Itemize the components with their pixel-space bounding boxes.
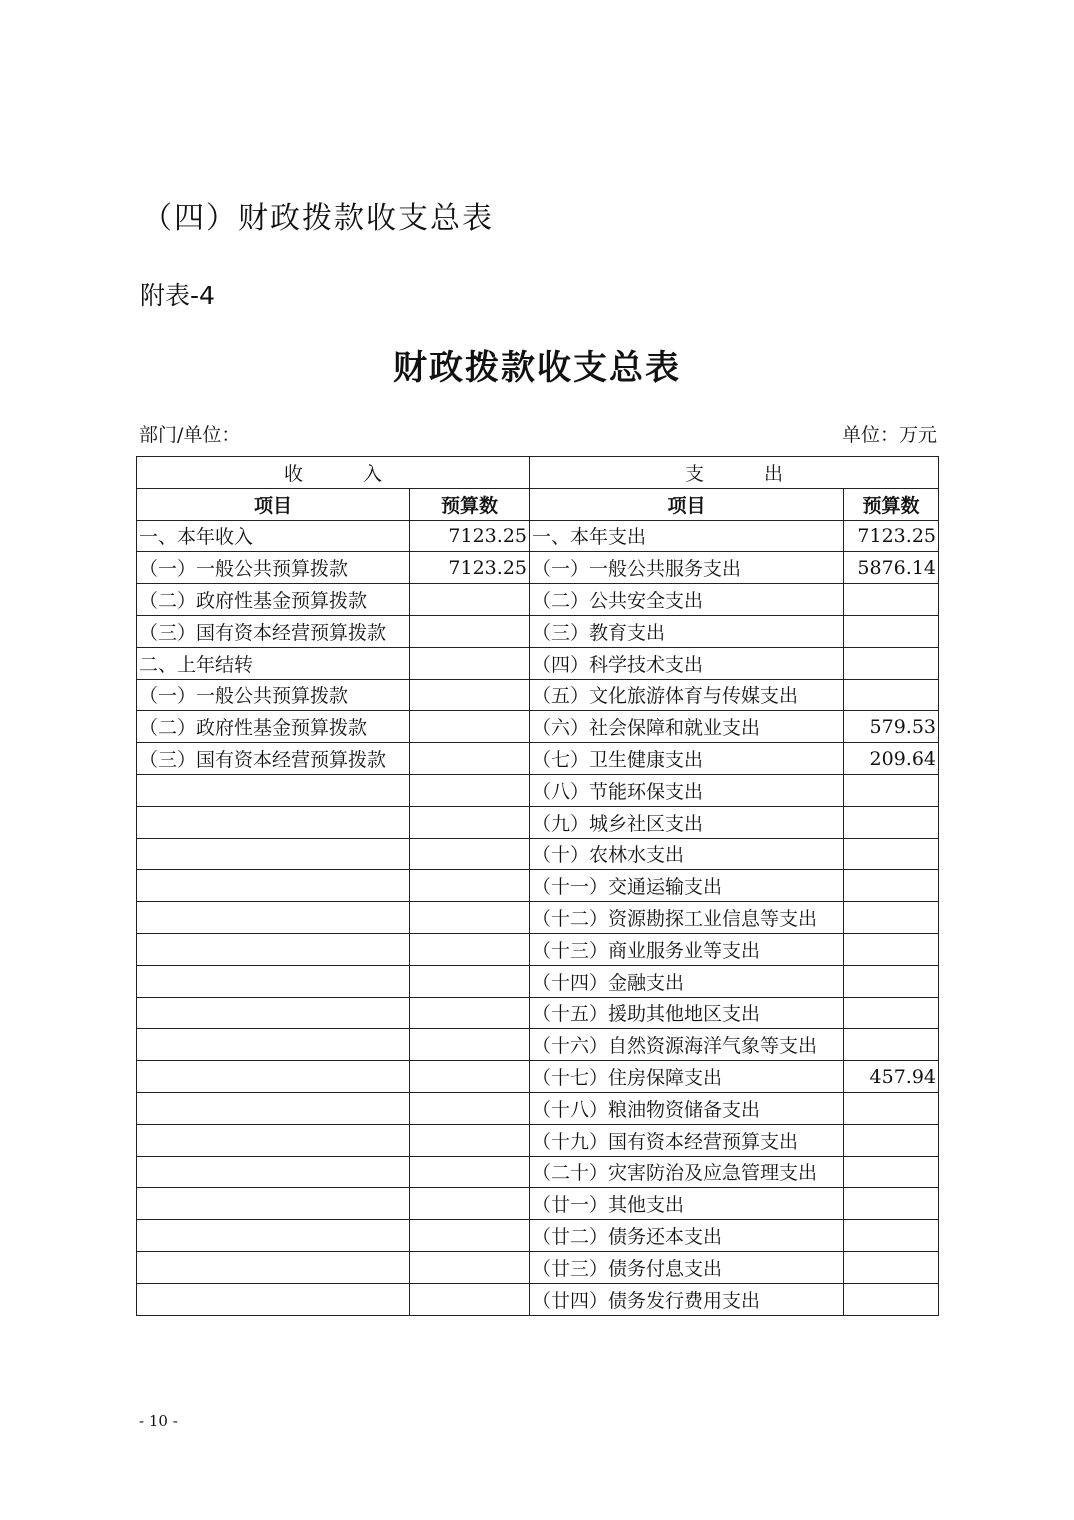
column-header-row [137,488,939,520]
expense-group-char-1: 支 [684,462,704,485]
income-item-cell [137,838,410,870]
expense-amount-cell [844,838,939,870]
department-label: 部门/单位： [139,424,241,446]
income-amount-cell [410,1251,530,1283]
expense-amount-cell [844,997,939,1029]
expense-amount-cell [844,1092,939,1124]
expense-item-cell: （廿一）其他支出 [530,1188,844,1220]
income-item-cell [137,1188,410,1220]
table-row [137,1061,939,1093]
expense-item-cell: （十八）粮油物资储备支出 [530,1092,844,1124]
income-amount-cell: 7123.25 [410,520,530,552]
income-group-char-1: 收 [283,462,303,485]
table-row [137,1188,939,1220]
table-row [137,520,939,552]
table-row [137,838,939,870]
table-row [137,1251,939,1283]
income-amount-cell [410,965,530,997]
table-row [137,679,939,711]
table-row [137,615,939,647]
expense-amount-cell [844,933,939,965]
income-item-cell [137,1061,410,1093]
expense-amount-cell [844,902,939,934]
income-item-cell [137,933,410,965]
expense-item-cell: （十二）资源勘探工业信息等支出 [530,902,844,934]
expense-amount-cell [844,679,939,711]
expense-amount-cell: 579.53 [844,711,939,743]
income-amount-cell [410,870,530,902]
expense-item-cell: （十七）住房保障支出 [530,1061,844,1093]
income-item-header: 项目 [137,488,410,520]
expense-amount-cell [844,870,939,902]
expense-item-header: 项目 [530,488,844,520]
table-row [137,870,939,902]
income-item-cell: 二、上年结转 [137,647,410,679]
income-amount-cell [410,933,530,965]
expense-item-cell: （三）教育支出 [530,615,844,647]
income-amount-cell [410,679,530,711]
income-item-cell [137,870,410,902]
table-row [137,647,939,679]
expense-item-cell: （廿二）债务还本支出 [530,1220,844,1252]
income-item-cell: （二）政府性基金预算拨款 [137,584,410,616]
income-item-cell [137,1092,410,1124]
expense-amount-cell [844,1029,939,1061]
page-number: - 10 - [139,1412,178,1430]
expense-amount-cell [844,647,939,679]
income-item-cell [137,1124,410,1156]
expense-item-cell: （九）城乡社区支出 [530,806,844,838]
income-amount-cell [410,1092,530,1124]
expense-item-cell: （四）科学技术支出 [530,647,844,679]
income-amount-cell [410,584,530,616]
expense-item-cell: （十九）国有资本经营预算支出 [530,1124,844,1156]
expense-amount-cell [844,1251,939,1283]
unit-label: 单位：万元 [841,424,937,446]
expense-amount-cell [844,584,939,616]
income-item-cell [137,1220,410,1252]
table-row [137,1029,939,1061]
income-item-cell [137,774,410,806]
income-item-cell [137,1283,410,1315]
income-amount-cell [410,1029,530,1061]
income-group-header [137,457,530,489]
income-amount-cell [410,1124,530,1156]
income-amount-cell [410,838,530,870]
expense-amount-cell [844,1220,939,1252]
income-amount-cell [410,997,530,1029]
expense-amount-cell [844,806,939,838]
expense-amount-cell [844,1188,939,1220]
table-row [137,552,939,584]
income-amount-cell [410,1156,530,1188]
income-amount-cell: 7123.25 [410,552,530,584]
expense-amount-cell: 7123.25 [844,520,939,552]
table-row [137,584,939,616]
expense-amount-cell [844,965,939,997]
table-row [137,933,939,965]
expense-amount-cell [844,1124,939,1156]
budget-table [136,456,939,1316]
expense-item-cell: （二十）灾害防治及应急管理支出 [530,1156,844,1188]
table-row [137,965,939,997]
section-heading: （四）财政拨款收支总表 [142,201,494,236]
income-item-cell [137,1251,410,1283]
expense-item-cell: 一、本年支出 [530,520,844,552]
income-amount-cell [410,615,530,647]
income-group-char-2: 入 [363,462,383,485]
income-amount-cell [410,711,530,743]
table-row [137,1124,939,1156]
expense-group-char-2: 出 [764,462,784,485]
expense-item-cell: （十三）商业服务业等支出 [530,933,844,965]
income-amount-cell [410,743,530,775]
expense-item-cell: （廿四）债务发行费用支出 [530,1283,844,1315]
income-item-cell [137,965,410,997]
income-item-cell: （一）一般公共预算拨款 [137,552,410,584]
income-amount-cell [410,1061,530,1093]
expense-item-cell: （十六）自然资源海洋气象等支出 [530,1029,844,1061]
income-item-cell: （一）一般公共预算拨款 [137,679,410,711]
income-amount-cell [410,1188,530,1220]
income-amount-cell [410,647,530,679]
expense-item-cell: （十一）交通运输支出 [530,870,844,902]
expense-item-cell: （七）卫生健康支出 [530,743,844,775]
income-amount-cell [410,806,530,838]
expense-amount-cell: 209.64 [844,743,939,775]
table-row [137,711,939,743]
table-row [137,806,939,838]
expense-amount-cell: 457.94 [844,1061,939,1093]
table-row [137,1283,939,1315]
income-item-cell [137,997,410,1029]
table-body [137,520,939,1315]
expense-item-cell: （二）公共安全支出 [530,584,844,616]
expense-amount-header: 预算数 [844,488,939,520]
expense-item-cell: （五）文化旅游体育与传媒支出 [530,679,844,711]
table-row [137,774,939,806]
income-amount-cell [410,1220,530,1252]
income-item-cell: （三）国有资本经营预算拨款 [137,743,410,775]
expense-item-cell: （十五）援助其他地区支出 [530,997,844,1029]
expense-item-cell: （十）农林水支出 [530,838,844,870]
income-item-cell [137,1156,410,1188]
expense-amount-cell [844,1156,939,1188]
income-item-cell: （三）国有资本经营预算拨款 [137,615,410,647]
income-amount-cell [410,902,530,934]
income-item-cell: （二）政府性基金预算拨款 [137,711,410,743]
expense-amount-cell [844,774,939,806]
table-row [137,902,939,934]
expense-amount-cell [844,615,939,647]
expense-item-cell: （十四）金融支出 [530,965,844,997]
table-row [137,743,939,775]
table-row [137,997,939,1029]
table-row [137,1220,939,1252]
income-item-cell [137,806,410,838]
expense-amount-cell: 5876.14 [844,552,939,584]
income-amount-cell [410,1283,530,1315]
expense-item-cell: （一）一般公共服务支出 [530,552,844,584]
table-row [137,1156,939,1188]
table-title: 财政拨款收支总表 [393,348,681,388]
expense-amount-cell [844,1283,939,1315]
appendix-label: 附表-4 [140,281,215,310]
expense-item-cell: （六）社会保障和就业支出 [530,711,844,743]
income-item-cell: 一、本年收入 [137,520,410,552]
expense-item-cell: （廿三）债务付息支出 [530,1251,844,1283]
income-amount-header: 预算数 [410,488,530,520]
group-header-row [137,457,939,489]
income-amount-cell [410,774,530,806]
income-item-cell [137,902,410,934]
income-item-cell [137,1029,410,1061]
expense-item-cell: （八）节能环保支出 [530,774,844,806]
expense-group-header [530,457,939,489]
table-row [137,1092,939,1124]
